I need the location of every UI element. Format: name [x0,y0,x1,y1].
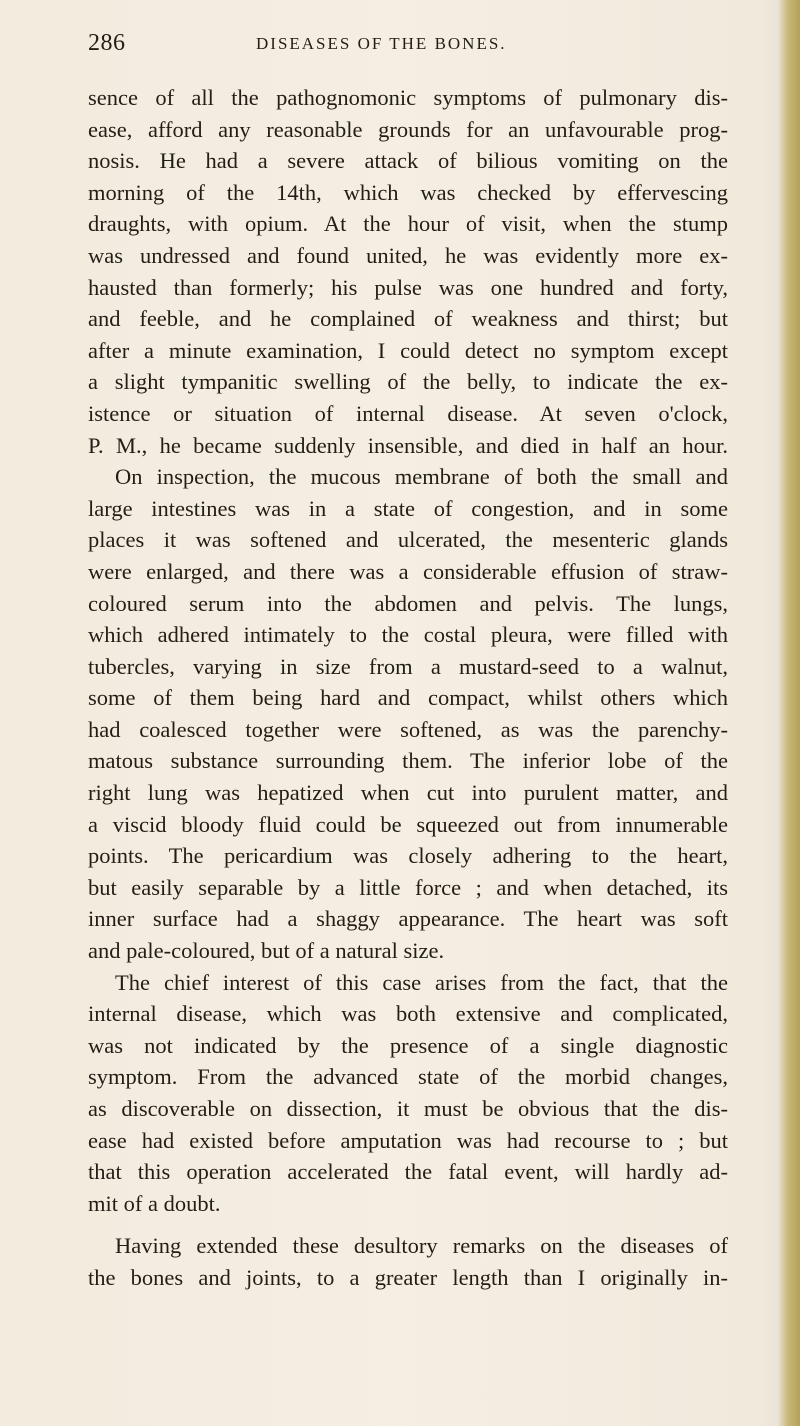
paragraph-first-line: The chief interest of this case arises from the fact, that the [115,969,728,995]
text-line: were enlarged, and there was a considerable effusion of straw- [88,558,728,584]
text-line: large intestines was in a state of congestion, and in some [88,495,728,521]
text-line: coloured serum into the abdomen and pelvis. The lungs, [88,590,728,616]
text-line: inner surface had a shaggy appearance. The heart was soft [88,906,728,932]
text-line: was undressed and found united, he was evidently more ex- [88,242,728,268]
text-line: as discoverable on dissection, it must be obvious that the dis- [88,1096,728,1121]
text-line: draughts, with opium. At the hour of visit, when the stump [88,211,728,237]
paragraph-last-line: mit of a doubt. [88,1190,221,1216]
text-line: right lung was hepatized when cut into purulent matter, and [88,780,728,806]
text-line: but easily separable by a little force ; and when detached, its [88,874,728,900]
text-line: tubercles, varying in size from a mustard-seed to a walnut, [88,653,728,679]
text-line: sence of all the pathognomonic symptoms of pulmonary dis- [88,85,728,110]
text-line: nosis. He had a severe attack of bilious vomiting on the [88,148,728,174]
text-line: and feeble, and he complained of weakness and thirst; but [88,306,728,332]
text-line: had coalesced together were softened, as was the parenchy- [88,716,728,742]
text-line: which adhered intimately to the costal pleura, were filled with [88,622,728,648]
paragraph-gap [88,1219,728,1230]
page-edge [778,0,800,1426]
text-line: istence or situation of internal disease. At seven o'clock, [88,400,728,426]
text-line: a viscid bloody fluid could be squeezed out from innumerable [88,811,728,837]
text-line: internal disease, which was both extensive and complicated, [88,1001,728,1027]
paragraph-last-line: and pale-coloured, but of a natural size. [88,938,445,964]
text-line: points. The pericardium was closely adhering to the heart, [88,843,728,869]
paragraph-first-line: On inspection, the mucous membrane of both the small and [115,464,728,490]
text-line: matous substance surrounding them. The inferior lobe of the [88,748,728,774]
paragraph-first-line: Having extended these desultory remarks on the diseases of [115,1233,728,1259]
text-line: ease, afford any reasonable grounds for an unfavourable prog- [88,116,728,142]
text-line: hausted than formerly; his pulse was one hundred and forty, [88,274,728,300]
text-line: that this operation accelerated the fatal event, will hardly ad- [88,1159,728,1185]
text-line: the bones and joints, to a greater length than I originally in- [88,1264,728,1290]
text-line: after a minute examination, I could detect no symptom except [88,337,728,363]
text-line: ease had existed before amputation was had recourse to ; but [88,1127,728,1153]
text-line: some of them being hard and compact, whilst others which [88,685,728,711]
text-line: places it was softened and ulcerated, the mesenteric glands [88,527,728,553]
text-line: P. M., he became suddenly insensible, and died in half an hour. [88,432,728,458]
running-head: DISEASES OF THE BONES. [256,34,507,53]
page-number: 286 [88,30,126,56]
text-line: was not indicated by the presence of a single diagnostic [88,1032,728,1058]
text-line: a slight tympanitic swelling of the belly, to indicate the ex- [88,369,728,395]
page-header [88,30,728,60]
text-line: symptom. From the advanced state of the morbid changes, [88,1064,728,1090]
text-line: morning of the 14th, which was checked by effervescing [88,179,728,205]
body-text [88,82,728,1294]
